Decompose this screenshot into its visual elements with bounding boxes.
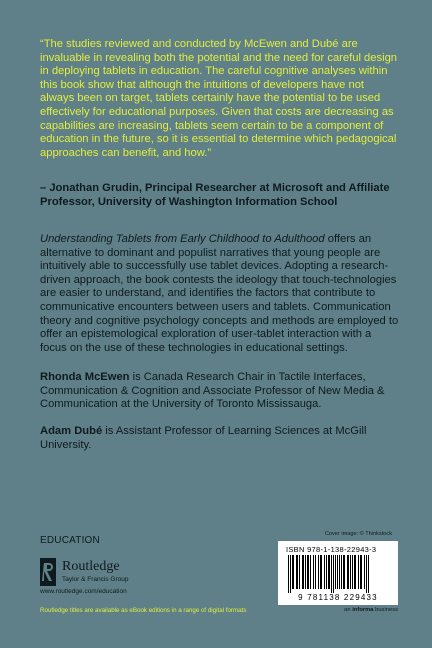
- barcode-bar: [343, 555, 345, 589]
- barcode-bar: [302, 555, 304, 589]
- barcode-bar: [333, 555, 334, 593]
- barcode-bar: [358, 555, 359, 589]
- author-name: Adam Dubé: [40, 425, 103, 437]
- informa-prefix: an: [344, 607, 353, 613]
- barcode-bar: [313, 555, 314, 589]
- informa-suffix: business: [373, 607, 398, 613]
- barcode-bar: [366, 555, 367, 593]
- endorsement-quote: “The studies reviewed and conducted by McEwen and Dubé are invaluable in revealing both the potential and the need for careful design in deploying tablets in education. The careful cognitive analyses within this book show that although the intuitions of developers have not always been on target, tablets certainly have the potential to be used effectively for educational purposes. Given that costs are decreasing as capabilities are increasing, tablets seem certain to be a component of education in the future, so it is essential to determine which pedagogical approaches can benefit, and how.”: [40, 38, 398, 159]
- book-description-text: offers an alternative to dominant and populist narratives that young people are intuitively able to successfully use tablet devices. Adopting a research-driven approach, the book contests the ideology that touch-technologies are easier to understand, and identifies the factors that contribute to communicative encounters between users and tablets. Communication theory and cognitive psychology concepts and methods are employed to offer an epistemological exploration of user-tablet interaction with a focus on the use of these technologies in educational settings.: [40, 233, 399, 354]
- barcode-bar: [350, 555, 351, 589]
- publisher-url: www.routledge.com/education: [40, 588, 127, 595]
- barcode-bar: [347, 555, 349, 589]
- barcode-bar: [318, 555, 319, 589]
- ebook-note: Routledge titles are available as eBook editions in a range of digital formats: [40, 607, 247, 614]
- barcode-bar: [364, 555, 365, 589]
- barcode-panel: [278, 541, 398, 605]
- barcode-bar: [339, 555, 340, 589]
- barcode-bar: [296, 555, 298, 589]
- barcode-bar: [324, 555, 325, 589]
- subject-category: EDUCATION: [40, 535, 100, 546]
- barcode-bar: [326, 555, 327, 589]
- informa-word: informa: [352, 607, 374, 613]
- barcode-bar: [328, 555, 330, 589]
- barcode-bar: [310, 555, 311, 589]
- publisher-group: Taylor & Francis Group: [62, 576, 129, 583]
- author-name: Rhonda McEwen: [40, 371, 130, 383]
- publisher-name: Routledge: [62, 559, 120, 574]
- endorsement-attribution: – Jonathan Grudin, Principal Researcher at Microsoft and Affiliate Professor, University of Washington Information School: [40, 182, 390, 208]
- book-title: Understanding Tablets from Early Childhood to Adulthood: [40, 233, 325, 245]
- barcode-bar: [315, 555, 316, 589]
- informa-business: [344, 607, 398, 613]
- barcode-bar: [299, 555, 300, 589]
- isbn-text: ISBN 978-1-138-22943-3: [286, 545, 377, 554]
- barcode-bar: [288, 555, 289, 593]
- barcode-bar: [320, 555, 322, 589]
- barcode-bar: [331, 555, 332, 593]
- barcode-bar: [360, 555, 362, 589]
- author-bio-text: is Assistant Professor of Learning Sciences at McGill University.: [40, 425, 367, 451]
- barcode-icon: [286, 555, 390, 593]
- barcode-bar: [290, 555, 291, 593]
- author-bio-text: is Canada Research Chair in Tactile Interfaces, Communication & Cognition and Associate Professor of New Media & Communication at the University of Toronto Mississauga.: [40, 371, 385, 411]
- book-description: [40, 233, 400, 355]
- barcode-bar: [352, 555, 353, 589]
- barcode-bar: [305, 555, 306, 589]
- author-bio-mcewen: [40, 371, 400, 412]
- barcode-bar: [307, 555, 309, 589]
- barcode-number: 9 781138 229433: [298, 593, 378, 602]
- barcode-bar: [368, 555, 369, 593]
- routledge-r-icon: [40, 558, 56, 586]
- barcode-bar: [341, 555, 342, 589]
- barcode-bar: [292, 555, 294, 589]
- cover-credit: Cover image: © Thinkstock: [324, 531, 392, 537]
- barcode-bar: [354, 555, 356, 589]
- barcode-bar: [337, 555, 338, 589]
- barcode-bar: [335, 555, 336, 589]
- author-bio-dube: [40, 425, 400, 452]
